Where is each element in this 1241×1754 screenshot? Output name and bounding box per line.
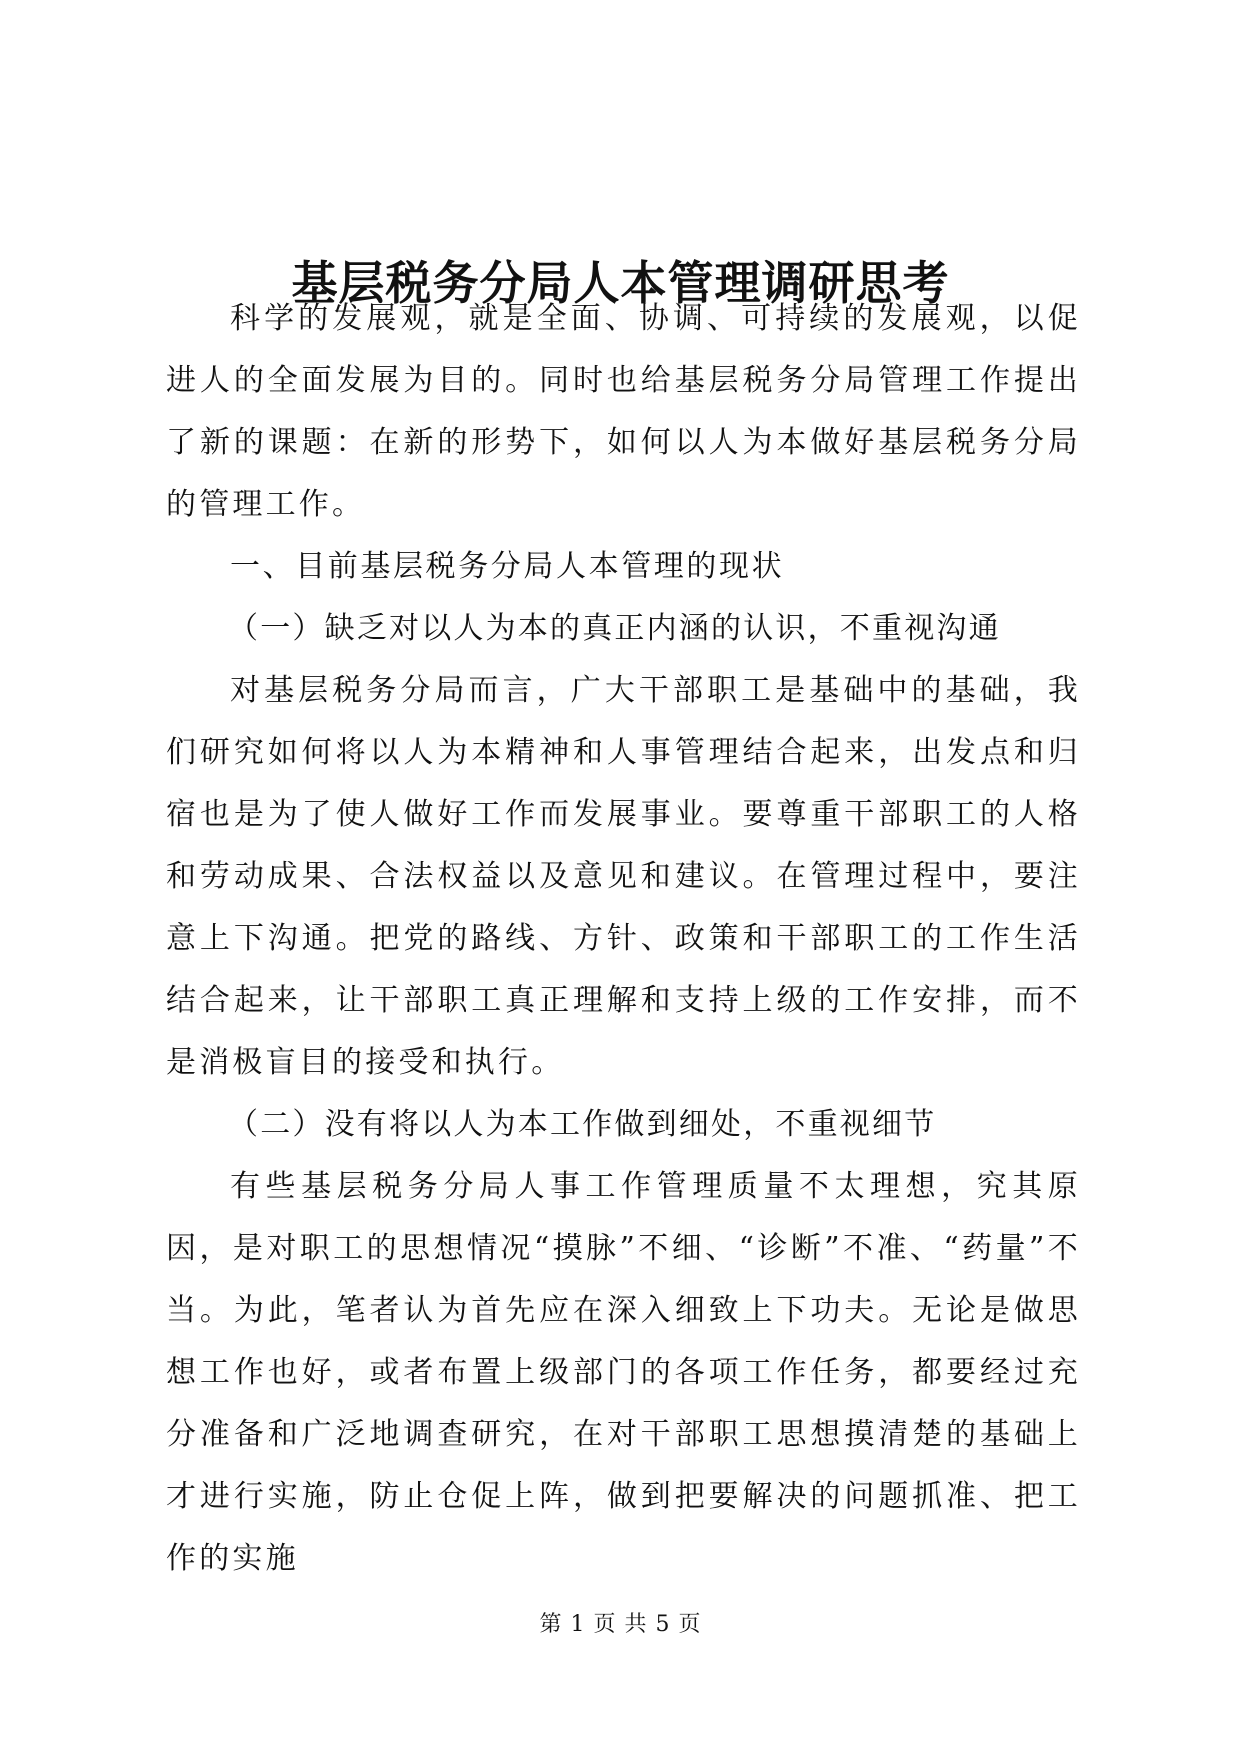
- document-title: 基层税务分局人本管理调研思考: [291, 255, 950, 310]
- intro-paragraph: 科学的发展观，就是全面、协调、可持续的发展观，以促进人的全面发展为目的。同时也给基层税务分局管理工作提出了新的课题：在新的形势下，如何以人为本做好基层税务分局的管理工作。: [166, 301, 1081, 522]
- body-paragraph-1: 对基层税务分局而言，广大干部职工是基础中的基础，我们研究如何将以人为本精神和人事管理结合起来，出发点和归宿也是为了使人做好工作而发展事业。要尊重干部职工的人格和劳动成果、合法权益以及意见和建议。在管理过程中，要注意上下沟通。把党的路线、方针、政策和干部职工的工作生活结合起来，让干部职工真正理解和支持上级的工作安排，而不是消极盲目的接受和执行。: [166, 673, 1081, 1080]
- subsection-heading-2: （二）没有将以人为本工作做到细处，不重视细节: [228, 1107, 937, 1142]
- subsection-heading-1: （一）缺乏对以人为本的真正内涵的认识，不重视沟通: [228, 611, 1001, 646]
- section-heading-1: 一、目前基层税务分局人本管理的现状: [230, 549, 785, 584]
- body-paragraph-2: 有些基层税务分局人事工作管理质量不太理想，究其原因，是对职工的思想情况“摸脉”不细、“诊断”不准、“药量”不当。为此，笔者认为首先应在深入细致上下功夫。无论是做思想工作也好，或者布置上级部门的各项工作任务，都要经过充分准备和广泛地调查研究，在对干部职工思想摸清楚的基础上才进行实施，防止仓促上阵，做到把要解决的问题抓准、把工作的实施: [166, 1169, 1081, 1576]
- page-number-footer: 第 1 页 共 5 页: [539, 1612, 702, 1637]
- document-body: [166, 288, 1081, 1590]
